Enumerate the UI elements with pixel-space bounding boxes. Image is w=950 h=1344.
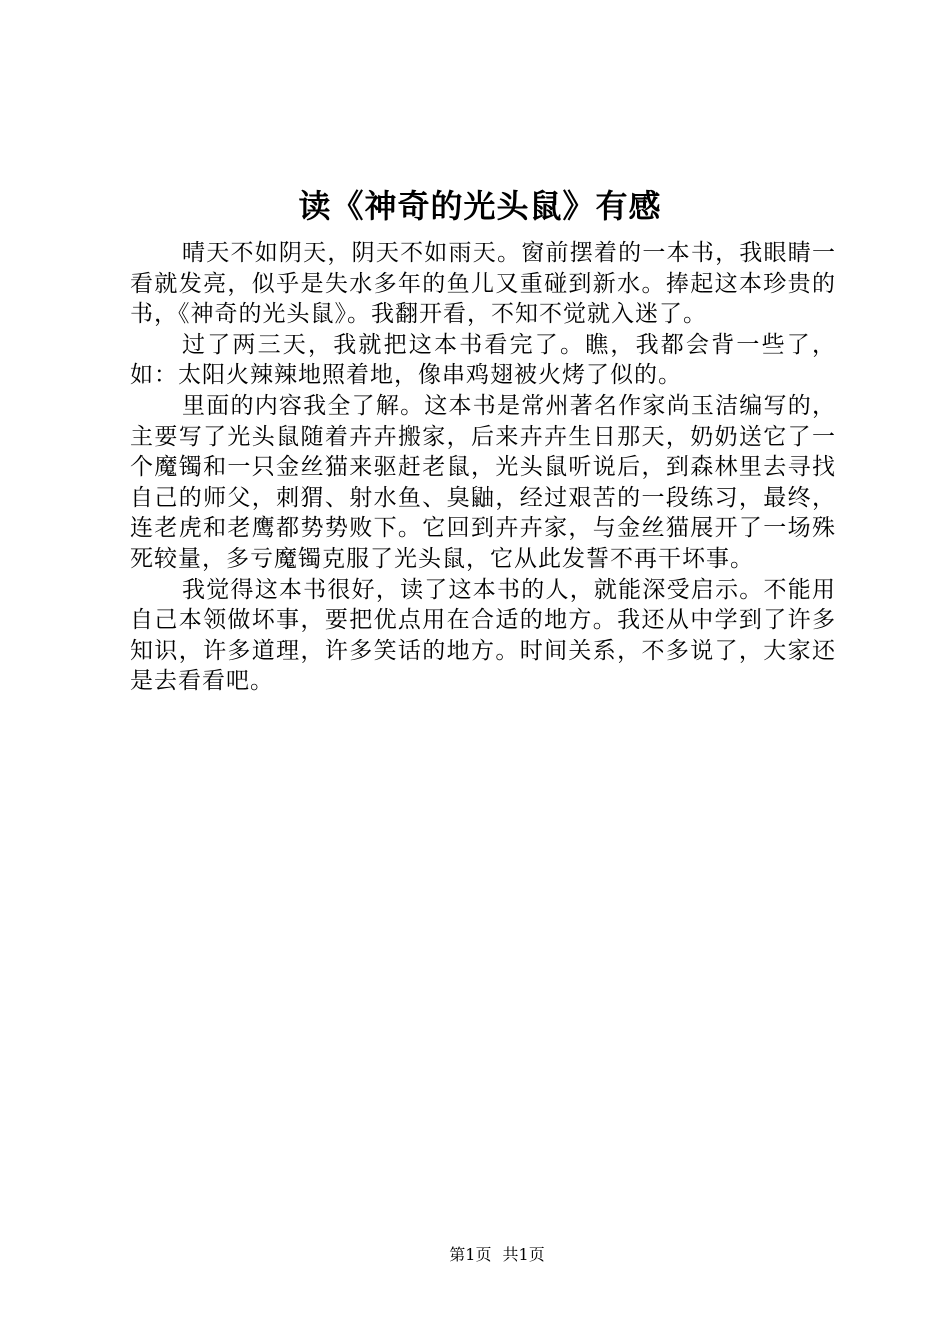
paragraph-4: 我觉得这本书很好，读了这本书的人，就能深受启示。不能用自己本领做坏事，要把优点用在合适的地方。我还从中学到了许多知识，许多道理，许多笑话的地方。时间关系，不多说了，大家还是去看看吧。 (130, 576, 836, 695)
document-body (130, 238, 836, 697)
page-footer: 第1页 共1页 (449, 1245, 545, 1264)
document-title: 读《神奇的光头鼠》有感 (298, 187, 662, 225)
paragraph-1: 晴天不如阴天，阴天不如雨天。窗前摆着的一本书，我眼睛一看就发亮，似乎是失水多年的鱼儿又重碰到新水。捧起这本珍贵的书，《神奇的光头鼠》。我翻开看，不知不觉就入迷了。 (130, 240, 836, 328)
paragraph-2: 过了两三天，我就把这本书看完了。瞧，我都会背一些了，如：太阳火辣辣地照着地，像串鸡翅被火烤了似的。 (130, 331, 836, 389)
paragraph-3: 里面的内容我全了解。这本书是常州著名作家尚玉洁编写的，主要写了光头鼠随着卉卉搬家，后来卉卉生日那天，奶奶送它了一个魔镯和一只金丝猫来驱赶老鼠，光头鼠听说后，到森林里去寻找自己的师父，刺猬、射水鱼、臭鼬，经过艰苦的一段练习，最终，连老虎和老鹰都势势败下。它回到卉卉家，与金丝猫展开了一场殊死较量，多亏魔镯克服了光头鼠，它从此发誓不再干坏事。 (130, 392, 836, 572)
